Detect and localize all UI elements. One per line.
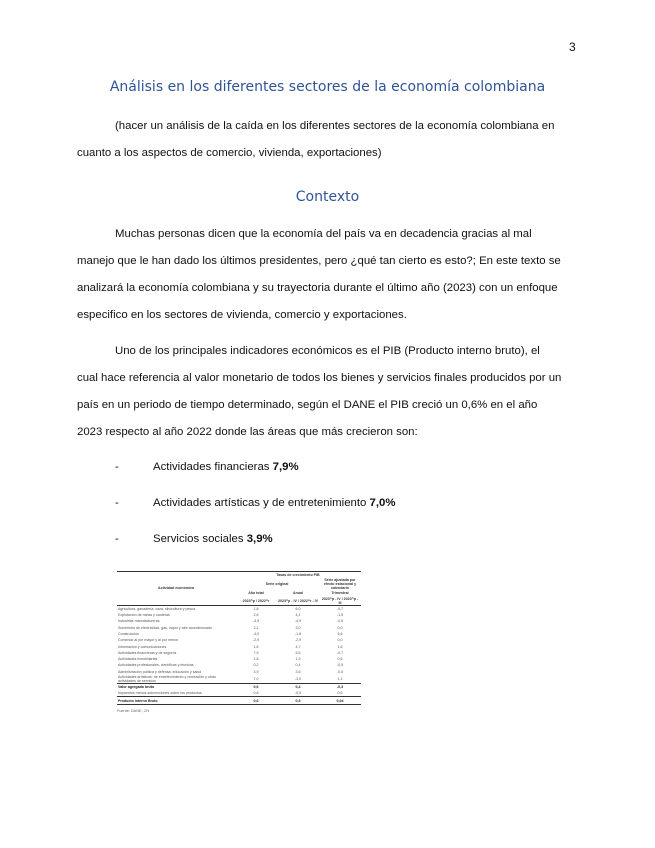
row-value: 0,4 xyxy=(277,683,319,690)
subheader: Año total xyxy=(248,591,264,596)
row-value: -0,3 xyxy=(319,683,361,690)
row-label: Administración pública y defensa; educación y salud xyxy=(118,669,202,674)
bullet-dash: - xyxy=(115,533,119,545)
row-value: -1,5 xyxy=(336,613,344,618)
row-value: 4,7 xyxy=(295,644,301,649)
row-value: 0,8 xyxy=(253,691,259,696)
row-value: -0,7 xyxy=(336,650,344,655)
paragraph-line: especifico en los sectores de vivienda, comercio y exportaciones. xyxy=(77,309,407,321)
bullet-text xyxy=(153,490,396,517)
row-label: Actividades inmobiliarias xyxy=(118,657,158,662)
bullet-percent: 7,9% xyxy=(272,461,299,473)
group-header-original: Serie original xyxy=(265,582,289,587)
row-label: Actividades financieras y de seguros xyxy=(118,650,177,655)
context-paragraph-1 xyxy=(77,221,580,329)
row-value: 0,3 xyxy=(277,697,319,704)
paragraph-line: analizará la economía colombiana y su trayectoria durante el último año (2023) con un enfoque xyxy=(77,282,558,294)
row-label: Actividades artísticas, de entretenimiento y recreación y otras actividades de servicios xyxy=(118,674,216,683)
paragraph-line: Muchas personas dicen que la economía del país va en decadencia gracias al mal xyxy=(115,228,532,240)
row-value: 5,5 xyxy=(295,650,301,655)
bullet-label: Servicios sociales xyxy=(153,533,247,545)
col-header-activity: Actividad económica xyxy=(158,586,194,591)
bullet-text xyxy=(153,526,273,553)
row-value: 1,1 xyxy=(337,676,343,681)
row-label: Valor agregado bruto xyxy=(117,683,235,690)
row-value: -1,8 xyxy=(294,631,302,636)
row-label: Explotación de minas y canteras xyxy=(118,613,170,618)
row-value: 2,1 xyxy=(253,625,259,630)
row-value: 3,9 xyxy=(253,669,259,674)
row-value: 1,9 xyxy=(295,657,301,662)
row-value: 0,0 xyxy=(337,625,343,630)
bullet-label: Actividades artísticas y de entretenimiento xyxy=(153,497,370,509)
row-value: 7,0 xyxy=(253,676,259,681)
row-value: 0,6 xyxy=(337,691,343,696)
group-header-adjusted: Serie ajustada por efecto estacional y calendario xyxy=(323,578,357,591)
table-row xyxy=(117,675,361,684)
bullet-percent: 3,9% xyxy=(246,533,273,545)
row-value: -0,5 xyxy=(294,691,302,696)
row-label: Impuestos menos subvenciones sobre los productos xyxy=(118,691,202,696)
row-value: -3,5 xyxy=(252,619,260,624)
paragraph-line: Uno de los principales indicadores económicos es el PIB (Producto interno bruto), el xyxy=(115,345,540,357)
page-number: 3 xyxy=(569,40,576,54)
period-header: 2023^p / 2022^r xyxy=(242,598,270,603)
paragraph-line: 2023 respecto al año 2022 donde las áreas que más crecieron son: xyxy=(77,426,418,438)
bullet-percent: 7,0% xyxy=(369,497,396,509)
table-row xyxy=(117,690,361,697)
row-value: -4,9 xyxy=(294,619,302,624)
paragraph-line: manejo que le han dado los últimos presidentes, pero ¿qué tan cierto es esto?; En este texto se xyxy=(77,255,561,267)
table-header-title: Tasas de crecimiento PIB xyxy=(276,573,320,578)
table-row xyxy=(117,605,361,612)
bullet-text xyxy=(153,454,299,481)
row-value: 1,6 xyxy=(253,644,259,649)
row-value: 3,6 xyxy=(295,669,301,674)
row-label: Actividades profesionales, científicas y técnicas xyxy=(118,663,194,668)
paragraph-line: país en un periodo de tiempo determinado, según el DANE el PIB creció un 0,6% en el año xyxy=(77,399,538,411)
row-value: 0,04 xyxy=(319,697,361,704)
row-value: 0,0 xyxy=(337,638,343,643)
row-value: -0,6 xyxy=(336,619,344,624)
bullet-dash: - xyxy=(115,497,119,509)
gdp-growth-table xyxy=(117,571,361,705)
row-value: 0,6 xyxy=(235,683,277,690)
row-value: 1,8 xyxy=(235,605,277,612)
subheader: Anual xyxy=(293,591,303,596)
table-source: Fuente: DANE, CN xyxy=(117,708,150,713)
gdp-growth-table-figure xyxy=(117,571,361,713)
row-label: Agricultura, ganadería, caza, silvicultura y pesca xyxy=(117,605,235,612)
row-value: -3,0 xyxy=(294,676,302,681)
context-paragraph-2 xyxy=(77,338,580,446)
row-value: 6,0 xyxy=(277,605,319,612)
row-value: -0,5 xyxy=(336,663,344,668)
bullet-dash: - xyxy=(115,461,119,473)
period-header: 2023^p - IV / 2023^p - III xyxy=(321,596,359,605)
row-value: 7,9 xyxy=(253,650,259,655)
row-label: Construcción xyxy=(118,631,139,636)
intro-paragraph xyxy=(77,113,580,167)
bullet-label: Actividades financieras xyxy=(153,461,273,473)
section-heading-context: Contexto xyxy=(295,189,360,205)
subheader: Trimestral xyxy=(331,591,349,596)
intro-line: (hacer un análisis de la caída en los diferentes sectores de la economía colombiana en xyxy=(115,120,555,132)
period-header: 2023^p - IV / 2022^r - IV xyxy=(278,598,318,603)
row-value: 0,2 xyxy=(253,663,259,668)
row-value: 1,8 xyxy=(253,657,259,662)
row-value: 1,6 xyxy=(337,644,343,649)
row-label: Producto Interno Bruto xyxy=(117,697,235,704)
row-value: -2,9 xyxy=(252,638,260,643)
row-value: 2,6 xyxy=(253,613,259,618)
row-value: -4,0 xyxy=(252,631,260,636)
section-heading-analysis: Análisis en los diferentes sectores de la economía colombiana xyxy=(109,79,546,95)
row-value: -2,9 xyxy=(294,638,302,643)
row-value: 4,1 xyxy=(295,613,301,618)
row-value: -0,7 xyxy=(319,605,361,612)
row-value: 0,5 xyxy=(337,657,343,662)
row-label: Información y comunicaciones xyxy=(118,644,167,649)
table-body xyxy=(117,605,361,704)
row-label: Comercio al por mayor y al por menor xyxy=(118,638,179,643)
row-value: 5,6 xyxy=(337,631,343,636)
table-row xyxy=(117,683,361,690)
row-label: Industrias manufactureras xyxy=(118,619,160,624)
row-label: Suministro de electricidad, gas, vapor y aire acondicionado xyxy=(118,625,212,630)
row-value: 3,0 xyxy=(295,625,301,630)
paragraph-line: cual hace referencia al valor monetario de todos los bienes y servicios finales producidos por un xyxy=(77,372,562,384)
row-value: -0,5 xyxy=(336,669,344,674)
row-value: 0,4 xyxy=(295,663,301,668)
row-value: 0,6 xyxy=(235,697,277,704)
table-row xyxy=(117,697,361,704)
intro-line: cuanto a los aspectos de comercio, vivienda, exportaciones) xyxy=(77,147,382,159)
